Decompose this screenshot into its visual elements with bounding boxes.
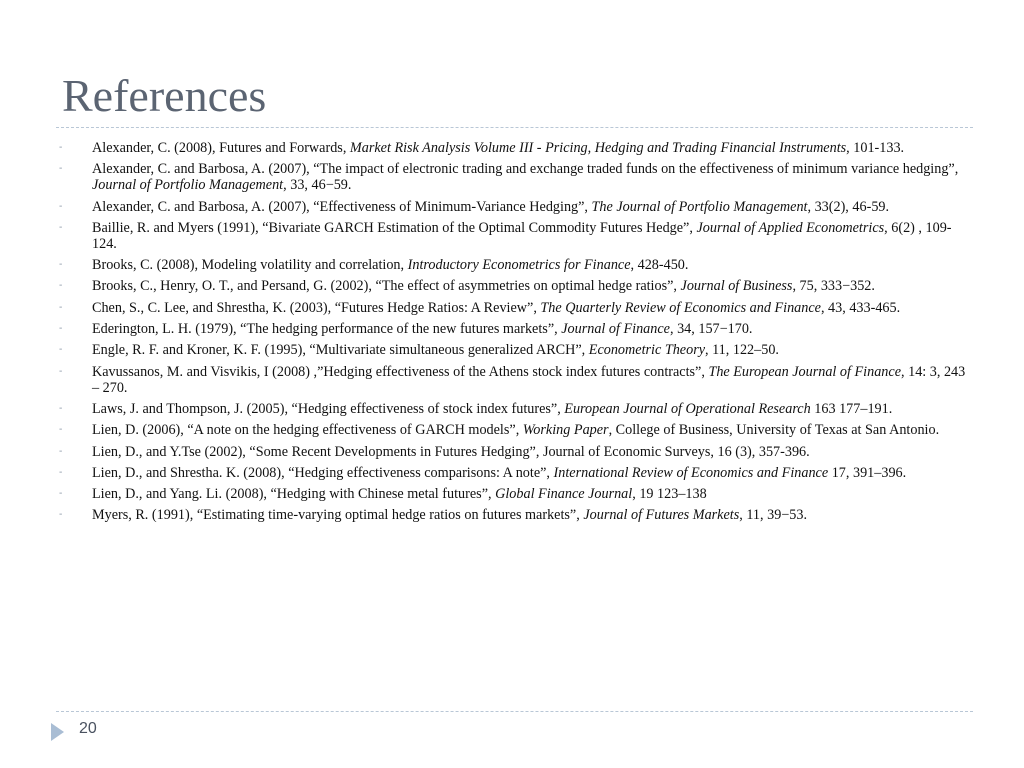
reference-item: [56, 507, 966, 523]
reference-pages: 17, 391–396.: [828, 464, 907, 481]
reference-item: [56, 278, 966, 294]
bullet-dash-icon: -: [59, 424, 63, 436]
reference-item: [56, 257, 966, 273]
reference-text: Baillie, R. and Myers (1991), “Bivariate GARCH Estimation of the Optimal Commodity Futures Hedge”,: [92, 219, 697, 236]
reference-pages: , 33(2), 46-59.: [807, 198, 890, 215]
reference-text: Laws, J. and Thompson, J. (2005), “Hedging effectiveness of stock index futures”,: [92, 400, 565, 417]
reference-pages: , 14: 3, 243 – 270.: [92, 363, 966, 396]
bullet-dash-icon: -: [59, 445, 63, 457]
bullet-dash-icon: -: [59, 200, 63, 212]
bullet-dash-icon: -: [59, 344, 63, 356]
reference-source: International Review of Economics and Finance: [553, 464, 829, 481]
reference-text: Lien, D., and Y.Tse (2002), “Some Recent Developments in Futures Hedging”, Journal of Economic Surveys, 16 (3), 357-396.: [92, 443, 810, 460]
bullet-dash-icon: -: [59, 402, 63, 414]
reference-text: Lien, D. (2006), “A note on the hedging effectiveness of GARCH models”,: [92, 422, 523, 439]
reference-text: Lien, D., and Shrestha. K. (2008), “Hedging effectiveness comparisons: A note”,: [92, 464, 554, 481]
reference-pages: , 43, 433-465.: [820, 299, 901, 316]
reference-item: [56, 364, 966, 396]
reference-item: [56, 199, 966, 215]
title-divider: [56, 127, 973, 128]
reference-pages: , 11, 122–50.: [705, 342, 779, 359]
bullet-dash-icon: -: [59, 221, 63, 233]
reference-source: Journal of Futures Markets: [583, 507, 740, 524]
reference-source: Journal of Business: [680, 278, 793, 295]
page-number: 20: [79, 720, 97, 737]
bullet-dash-icon: -: [59, 163, 63, 175]
reference-text: Alexander, C. (2008), Futures and Forwards,: [92, 140, 350, 156]
reference-item: [56, 220, 966, 252]
bullet-dash-icon: -: [59, 466, 63, 478]
reference-pages: , 19 123–138: [632, 486, 707, 503]
reference-text: Brooks, C., Henry, O. T., and Persand, G. (2002), “The effect of asymmetries on optimal hedge ratios”,: [92, 278, 681, 295]
reference-pages: , 75, 333−352.: [792, 278, 875, 295]
bullet-dash-icon: -: [59, 488, 63, 500]
reference-pages: , 6(2) , 109-124.: [92, 219, 952, 252]
reference-item: [56, 300, 966, 316]
reference-text: Myers, R. (1991), “Estimating time-varying optimal hedge ratios on futures markets”,: [92, 507, 584, 524]
reference-source: Introductory Econometrics for Finance: [407, 257, 631, 274]
bullet-dash-icon: -: [59, 365, 63, 377]
bullet-dash-icon: -: [59, 280, 63, 292]
reference-text: Kavussanos, M. and Visvikis, I (2008) ,”Hedging effectiveness of the Athens stock index futures contracts”,: [92, 363, 709, 380]
reference-source: The Journal of Portfolio Management: [591, 198, 808, 215]
reference-item: [56, 422, 966, 438]
reference-item: [56, 486, 966, 502]
reference-pages: , 34, 157−170.: [669, 321, 753, 338]
reference-source: Econometric Theory: [588, 342, 706, 359]
slide-title: References: [62, 70, 267, 121]
reference-pages: , 11, 39−53.: [739, 507, 808, 524]
reference-text: Alexander, C. and Barbosa, A. (2007), “Effectiveness of Minimum-Variance Hedging”,: [92, 198, 592, 215]
footer-divider: [56, 711, 973, 712]
reference-source: Journal of Finance: [561, 321, 670, 338]
reference-source: The Quarterly Review of Economics and Finance: [540, 299, 821, 316]
reference-item: [56, 401, 966, 417]
reference-item: [56, 140, 966, 156]
reference-item: [56, 465, 966, 481]
bullet-dash-icon: -: [59, 142, 63, 153]
reference-text: Ederington, L. H. (1979), “The hedging performance of the new futures markets”,: [92, 321, 562, 338]
reference-item: [56, 444, 966, 460]
reference-source: Journal of Portfolio Management: [92, 177, 284, 194]
reference-source: Market Risk Analysis Volume III - Pricing, Hedging and Trading Financial Instruments: [349, 140, 847, 156]
bullet-dash-icon: -: [59, 509, 63, 521]
reference-text: Brooks, C. (2008), Modeling volatility and correlation,: [92, 257, 408, 274]
reference-text: Engle, R. F. and Kroner, K. F. (1995), “Multivariate simultaneous generalized ARCH”,: [92, 342, 589, 359]
reference-item: [56, 342, 966, 358]
reference-source: The European Journal of Finance: [708, 363, 901, 380]
bullet-dash-icon: -: [59, 323, 63, 335]
bullet-dash-icon: -: [59, 259, 63, 271]
reference-source: Working Paper: [522, 422, 609, 439]
reference-source: Journal of Applied Econometrics: [696, 219, 885, 236]
reference-pages: 163 177–191.: [810, 400, 893, 417]
triangle-right-icon[interactable]: [51, 723, 64, 741]
bullet-dash-icon: -: [59, 301, 63, 313]
reference-source: European Journal of Operational Research: [564, 400, 811, 417]
reference-text: Alexander, C. and Barbosa, A. (2007), “The impact of electronic trading and exchange traded funds on the effectiveness of minimum variance hedging”,: [92, 161, 959, 178]
reference-text: Chen, S., C. Lee, and Shrestha, K. (2003), “Futures Hedge Ratios: A Review”,: [92, 299, 541, 316]
reference-pages: , 101-133.: [846, 140, 905, 156]
reference-pages: , 428-450.: [630, 257, 689, 274]
reference-item: [56, 321, 966, 337]
reference-item: [56, 161, 966, 193]
reference-pages: , 33, 46−59.: [283, 177, 352, 194]
reference-text: Lien, D., and Yang. Li. (2008), “Hedging with Chinese metal futures”,: [92, 486, 496, 503]
reference-list: [56, 140, 966, 529]
reference-pages: , College of Business, University of Texas at San Antonio.: [608, 422, 940, 439]
reference-source: Global Finance Journal: [495, 486, 633, 503]
